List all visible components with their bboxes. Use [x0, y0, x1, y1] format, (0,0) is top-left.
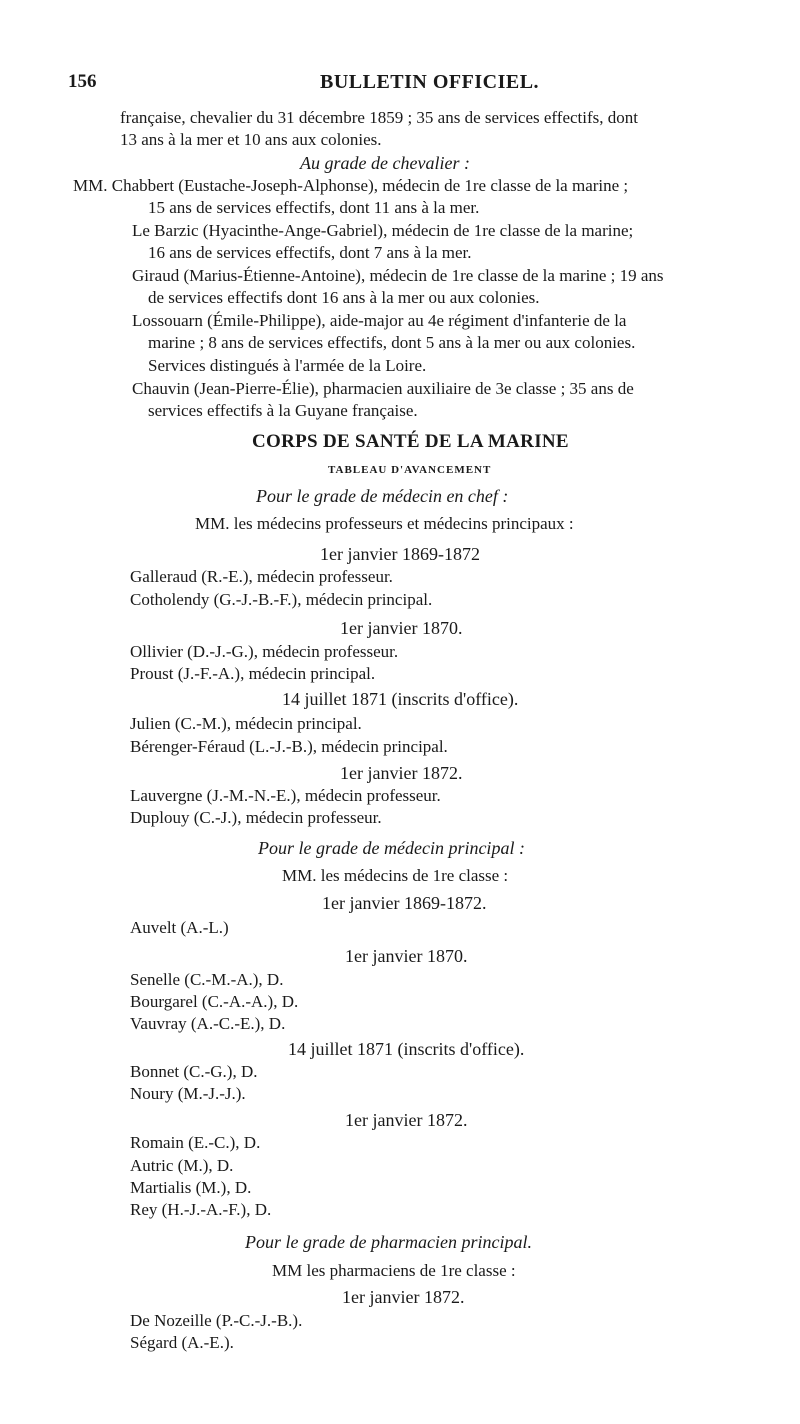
text-line: MM. Chabbert (Eustache-Joseph-Alphonse), médecin de 1re classe de la marine ; [73, 176, 629, 195]
text-line: Bonnet (C.-G.), D. [130, 1062, 258, 1081]
text-line: MM. les médecins de 1re classe : [282, 866, 509, 885]
text-line: 15 ans de services effectifs, dont 11 ans à la mer. [148, 198, 480, 217]
text-line: TABLEAU D'AVANCEMENT [328, 464, 492, 476]
text-line: 1er janvier 1872. [342, 1287, 465, 1307]
text-line: 1er janvier 1870. [345, 946, 468, 966]
text-line: 14 juillet 1871 (inscrits d'office). [288, 1039, 525, 1059]
text-line: Pour le grade de pharmacien principal. [245, 1232, 532, 1252]
text-line: 1er janvier 1872. [345, 1110, 468, 1130]
text-line: De Nozeille (P.-C.-J.-B.). [130, 1311, 303, 1330]
text-line: Martialis (M.), D. [130, 1178, 252, 1197]
text-line: 1er janvier 1869-1872. [322, 893, 487, 913]
text-line: services effectifs à la Guyane française. [148, 401, 418, 420]
text-line: MM les pharmaciens de 1re classe : [272, 1261, 516, 1280]
text-line: Chauvin (Jean-Pierre-Élie), pharmacien auxiliaire de 3e classe ; 35 ans de [132, 379, 634, 398]
text-line: 16 ans de services effectifs, dont 7 ans à la mer. [148, 243, 472, 262]
text-line: Ségard (A.-E.). [130, 1333, 234, 1352]
page-number: 156 [68, 71, 97, 92]
text-line: Ollivier (D.-J.-G.), médecin professeur. [130, 642, 399, 661]
text-line: Lossouarn (Émile-Philippe), aide-major au 4e régiment d'infanterie de la [132, 311, 627, 330]
text-line: Le Barzic (Hyacinthe-Ange-Gabriel), médecin de 1re classe de la marine; [132, 221, 634, 240]
text-line: 1er janvier 1872. [340, 763, 463, 783]
text-line: Romain (E.-C.), D. [130, 1133, 261, 1152]
text-line: Services distingués à l'armée de la Loire. [148, 356, 427, 375]
text-line: Noury (M.-J.-J.). [130, 1084, 246, 1103]
text-line: Cotholendy (G.-J.-B.-F.), médecin principal. [130, 590, 433, 609]
text-line: Giraud (Marius-Étienne-Antoine), médecin de 1re classe de la marine ; 19 ans [132, 266, 664, 285]
text-line: Lauvergne (J.-M.-N.-E.), médecin professeur. [130, 786, 441, 805]
text-line: 1er janvier 1870. [340, 618, 463, 638]
text-line: marine ; 8 ans de services effectifs, dont 5 ans à la mer ou aux colonies. [148, 333, 636, 352]
text-line: Vauvray (A.-C.-E.), D. [130, 1014, 286, 1033]
text-line: Pour le grade de médecin principal : [258, 838, 525, 858]
text-line: Auvelt (A.-L.) [130, 918, 229, 937]
running-title: BULLETIN OFFICIEL. [320, 71, 540, 93]
text-line: Duplouy (C.-J.), médecin professeur. [130, 808, 382, 827]
text-line: 1er janvier 1869-1872 [320, 544, 480, 564]
text-line: Autric (M.), D. [130, 1156, 234, 1175]
text-line: Au grade de chevalier : [300, 153, 470, 173]
text-line: Senelle (C.-M.-A.), D. [130, 970, 284, 989]
text-line: Bourgarel (C.-A.-A.), D. [130, 992, 299, 1011]
text-line: Rey (H.-J.-A.-F.), D. [130, 1200, 272, 1219]
text-line: CORPS DE SANTÉ DE LA MARINE [252, 431, 569, 452]
text-line: Bérenger-Féraud (L.-J.-B.), médecin principal. [130, 737, 448, 756]
text-line: Pour le grade de médecin en chef : [256, 486, 509, 506]
text-line: MM. les médecins professeurs et médecins principaux : [195, 514, 574, 533]
text-line: Julien (C.-M.), médecin principal. [130, 714, 362, 733]
text-line: 14 juillet 1871 (inscrits d'office). [282, 689, 519, 709]
text-line: 13 ans à la mer et 10 ans aux colonies. [120, 130, 382, 149]
text-line: Proust (J.-F.-A.), médecin principal. [130, 664, 376, 683]
text-line: Galleraud (R.-E.), médecin professeur. [130, 567, 393, 586]
text-line: de services effectifs dont 16 ans à la mer ou aux colonies. [148, 288, 540, 307]
text-line: française, chevalier du 31 décembre 1859 ; 35 ans de services effectifs, dont [120, 108, 638, 127]
